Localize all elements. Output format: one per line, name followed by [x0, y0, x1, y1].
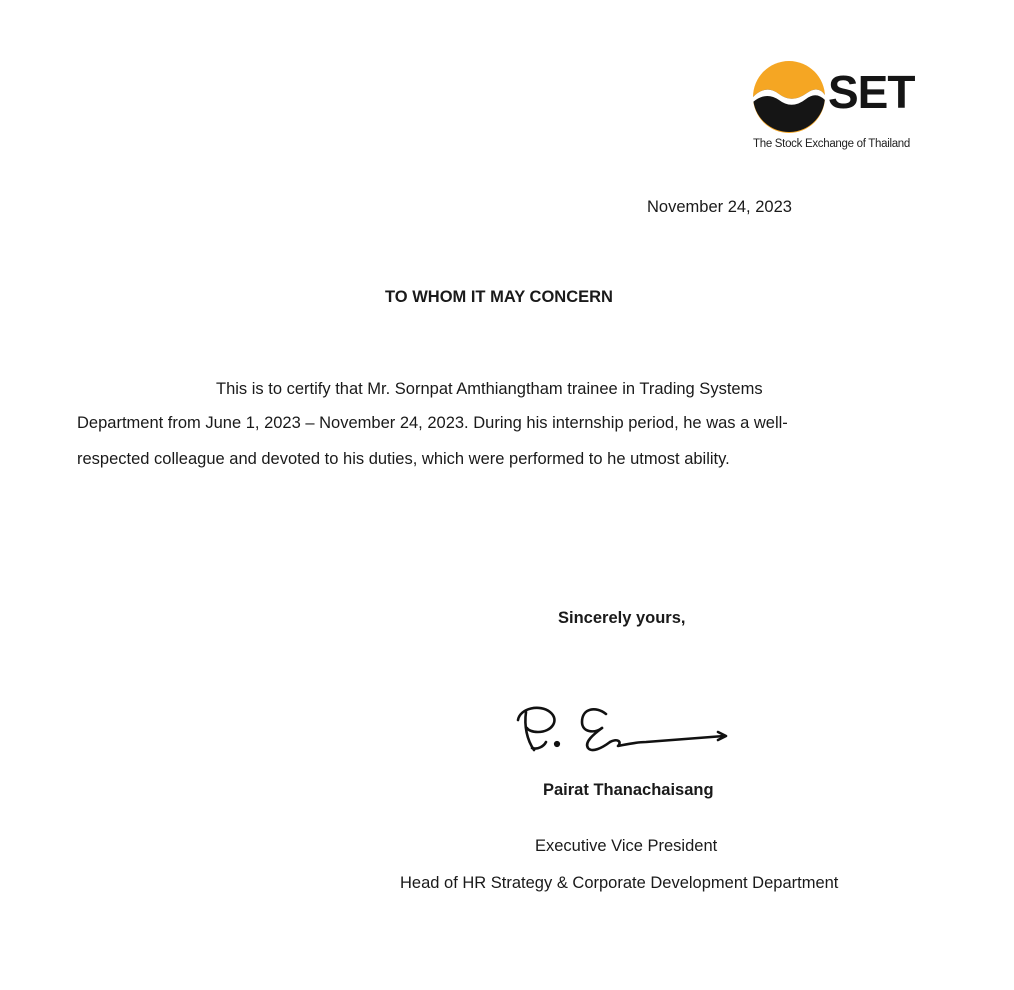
handwritten-signature	[510, 698, 735, 762]
signer-title: Executive Vice President	[535, 837, 718, 855]
letter-heading: TO WHOM IT MAY CONCERN	[385, 288, 613, 306]
logo-tagline: The Stock Exchange of Thailand	[753, 138, 911, 150]
company-logo	[752, 60, 922, 160]
signer-department: Head of HR Strategy & Corporate Development Department	[400, 874, 839, 892]
logo-wordmark: SET	[828, 66, 915, 118]
signer-name: Pairat Thanachaisang	[543, 781, 714, 799]
letter-body-line-3: respected colleague and devoted to his duties, which were performed to he utmost ability.	[77, 450, 730, 468]
letter-body-line-1: This is to certify that Mr. Sornpat Amthiangtham trainee in Trading Systems	[216, 380, 763, 398]
set-logo-mark-icon	[752, 60, 826, 134]
letter-date: November 24, 2023	[647, 198, 792, 216]
letter-body-line-2: Department from June 1, 2023 – November 24, 2023. During his internship period, he was a well-	[77, 414, 788, 432]
letter-closing: Sincerely yours,	[558, 609, 686, 627]
